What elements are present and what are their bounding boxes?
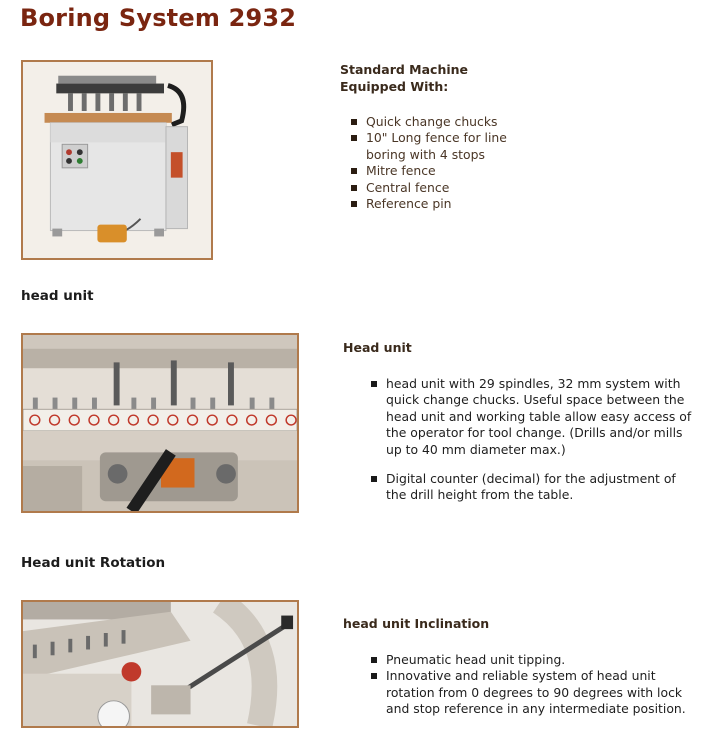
equipment-heading-line1: Standard Machine: [340, 62, 469, 77]
head-unit-list: [369, 376, 699, 504]
list-item: Reference pin: [349, 196, 549, 212]
head-unit-photo: [21, 333, 299, 513]
equipment-heading-line2: Equipped With:: [340, 79, 449, 94]
equipment-list: [349, 114, 549, 212]
list-item: 10" Long fence for line: [349, 130, 549, 146]
list-item-continuation: [349, 147, 549, 163]
list-item: Quick change chucks: [349, 114, 549, 130]
list-item: Innovative and reliable system of head unit rotation from 0 degrees to 90 degrees with lock and stop reference in any intermediate position.: [369, 668, 699, 717]
list-item-continuation-text: boring with 4 stops: [366, 146, 485, 162]
section-title-head-unit-rotation: Head unit Rotation: [21, 555, 166, 571]
inclination-photo: [21, 600, 299, 728]
inclination-heading: head unit Inclination: [343, 616, 490, 631]
section-title-head-unit: head unit: [21, 288, 94, 304]
list-item: Central fence: [349, 180, 549, 196]
list-item: Mitre fence: [349, 163, 549, 179]
machine-photo: [21, 60, 213, 260]
equipment-heading: [340, 61, 468, 95]
inclination-list: [369, 652, 699, 718]
head-unit-heading: Head unit: [343, 340, 412, 355]
page-title: Boring System 2932: [20, 4, 297, 32]
list-item: Digital counter (decimal) for the adjustment of the drill height from the table.: [369, 471, 699, 504]
list-item: Pneumatic head unit tipping.: [369, 652, 699, 668]
list-item: head unit with 29 spindles, 32 mm system with quick change chucks. Useful space between the head unit and working table allow easy access of the operator for tool change. (Drills and/or mills up to 40 mm diameter max.): [369, 376, 699, 458]
